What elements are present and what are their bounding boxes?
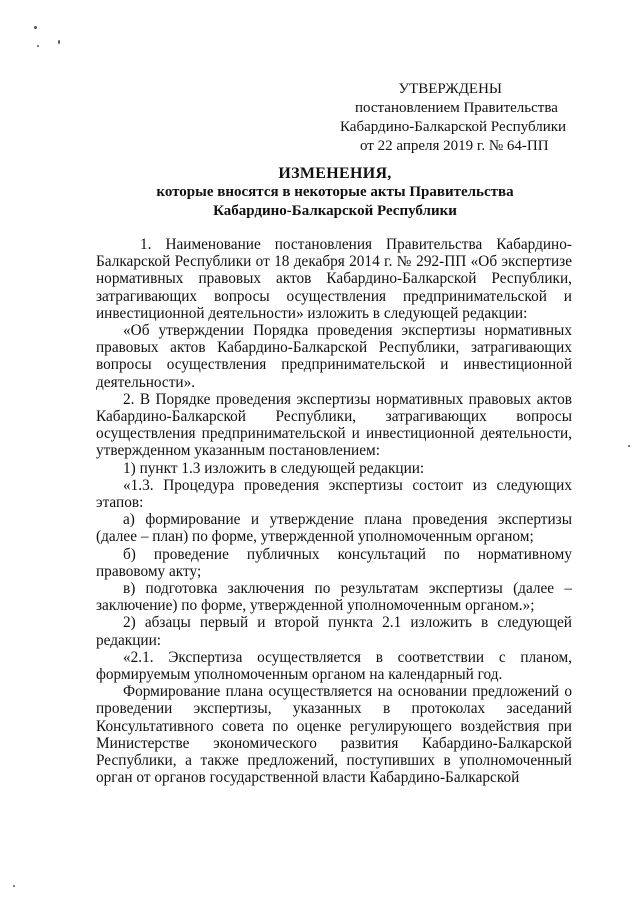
paragraph: в) подготовка заключения по результатам экспертизы (далее – заключение) по форме, утвержденной уполномоченным органом.»; <box>96 580 572 615</box>
document-title: ИЗМЕНЕНИЯ, <box>278 165 392 182</box>
paragraph: а) формирование и утверждение плана проведения экспертизы (далее – план) по форме, утвержденной уполномоченным органом; <box>96 511 572 546</box>
paragraph: 2) абзацы первый и второй пункта 2.1 изложить в следующей редакции: <box>96 614 572 649</box>
document-subtitle-2: Кабардино-Балкарской Республики <box>213 203 457 219</box>
scan-speck <box>37 45 39 47</box>
paragraph: 1) пункт 1.3 изложить в следующей редакции: <box>123 459 425 477</box>
document-heading <box>95 164 575 221</box>
scan-speck <box>58 40 60 44</box>
paragraph: 2. В Порядке проведения экспертизы нормативных правовых актов Кабардино-Балкарской Республики, затрагивающих вопросы осуществления предпринимательской и инвестиционной деятельности, утвержденном указанным постановлением: <box>96 390 572 460</box>
document-body <box>96 236 572 787</box>
approval-title: УТВЕРЖДЕНЫ <box>398 81 502 97</box>
paragraph: б) проведение публичных консультаций по нормативному правовому акту; <box>96 545 572 580</box>
scan-speck <box>34 26 37 29</box>
paragraph: «1.3. Процедура проведения экспертизы состоит из следующих этапов: <box>96 476 572 512</box>
paragraph: «Об утверждении Порядка проведения экспертизы нормативных правовых актов Кабардино-Балкарской Республики, затрагивающих вопросы осуществления предпринимательской и инвестиционной деятельности». <box>96 322 572 391</box>
approval-stamp <box>330 80 580 156</box>
approval-line-3: от 22 апреля 2019 г. № 64-ПП <box>360 138 549 154</box>
paragraph: 1. Наименование постановления Правительства Кабардино-Балкарской Республики от 18 декабря 2014 г. № 292-ПП «Об экспертизе нормативных правовых актов Кабардино-Балкарской Республики, затрагивающих вопросы осуществления предпринимательской и инвестиционной деятельности» изложить в следующей редакции: <box>96 236 572 322</box>
document-subtitle-1: которые вносятся в некоторые акты Правительства <box>156 184 514 200</box>
approval-line-1: постановлением Правительства <box>355 100 558 116</box>
scan-speck <box>13 885 15 887</box>
paragraph: «2.1. Экспертиза осуществляется в соответствии с планом, формируемым уполномоченным органом на календарный год. <box>96 648 572 684</box>
approval-line-2: Кабардино-Балкарской Республики <box>340 119 567 135</box>
scan-speck <box>628 445 630 447</box>
paragraph: Формирование плана осуществляется на основании предложений о проведении экспертизы, указанных в протоколах заседаний Консультативного совета по оценке регулирующего воздействия при Министерстве экономического развития Кабардино-Балкарской Республики, а также предложений, поступивших в уполномоченный орган от органов государственной власти Кабардино-Балкарской <box>96 683 572 787</box>
